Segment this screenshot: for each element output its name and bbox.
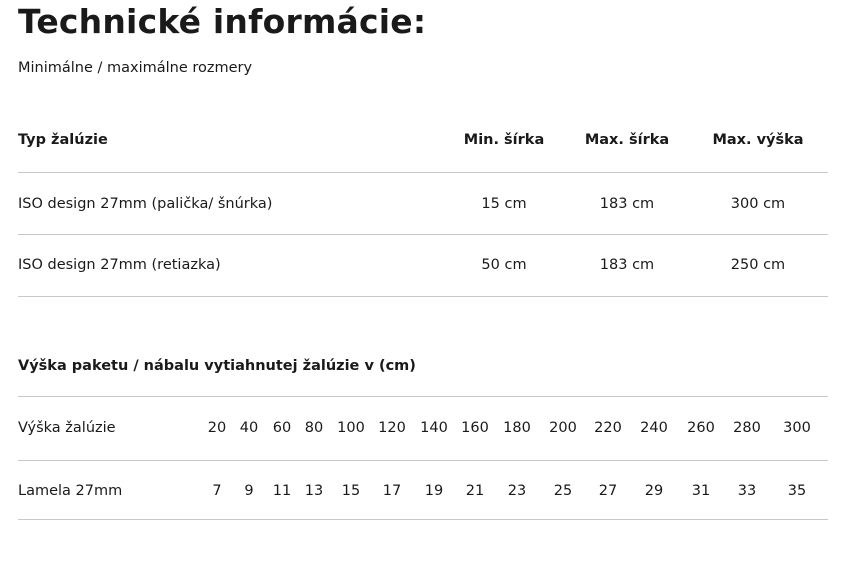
value-cell: 280 (733, 420, 761, 436)
value-cell: 11 (272, 483, 292, 499)
divider (18, 172, 828, 173)
row-max-width: 183 cm (599, 196, 655, 212)
value-cell: 9 (244, 483, 254, 499)
value-cell: 40 (239, 420, 259, 436)
value-cell: 300 (783, 420, 811, 436)
value-cell: 15 (341, 483, 361, 499)
row-min-width: 15 cm (481, 196, 527, 212)
value-cell: 13 (304, 483, 324, 499)
value-cell: 240 (640, 420, 668, 436)
value-cell: 260 (687, 420, 715, 436)
divider (18, 396, 828, 397)
page-title: Technické informácie: (18, 2, 427, 41)
value-cell: 7 (212, 483, 222, 499)
divider (18, 296, 828, 297)
value-cell: 140 (420, 420, 448, 436)
value-cell: 25 (553, 483, 573, 499)
value-cell: 19 (424, 483, 444, 499)
value-cell: 17 (382, 483, 402, 499)
value-cell: 120 (378, 420, 406, 436)
divider (18, 234, 828, 235)
value-cell: 21 (465, 483, 485, 499)
divider (18, 460, 828, 461)
value-cell: 100 (337, 420, 365, 436)
row-label: Lamela 27mm (18, 483, 123, 499)
divider (18, 519, 828, 520)
value-cell: 27 (598, 483, 618, 499)
row-max-height: 250 cm (730, 257, 786, 273)
value-cell: 29 (644, 483, 664, 499)
value-cell: 31 (691, 483, 711, 499)
value-cell: 200 (549, 420, 577, 436)
header-max-width: Max. šírka (584, 132, 670, 148)
row-min-width: 50 cm (481, 257, 527, 273)
header-type: Typ žalúzie (18, 132, 108, 148)
value-cell: 180 (503, 420, 531, 436)
value-cell: 35 (787, 483, 807, 499)
value-cell: 220 (594, 420, 622, 436)
row-type: ISO design 27mm (retiazka) (18, 257, 221, 273)
value-cell: 23 (507, 483, 527, 499)
row-type: ISO design 27mm (palička/ šnúrka) (18, 196, 273, 212)
value-cell: 80 (304, 420, 324, 436)
row-max-width: 183 cm (599, 257, 655, 273)
row-label: Výška žalúzie (18, 420, 116, 436)
value-cell: 33 (737, 483, 757, 499)
header-max-height: Max. výška (712, 132, 804, 148)
value-cell: 60 (272, 420, 292, 436)
package-section-heading: Výška paketu / nábalu vytiahnutej žalúzie v (cm) (18, 358, 416, 374)
header-min-width: Min. šírka (463, 132, 545, 148)
row-max-height: 300 cm (730, 196, 786, 212)
page-subtitle: Minimálne / maximálne rozmery (18, 60, 253, 76)
value-cell: 160 (461, 420, 489, 436)
value-cell: 20 (207, 420, 227, 436)
